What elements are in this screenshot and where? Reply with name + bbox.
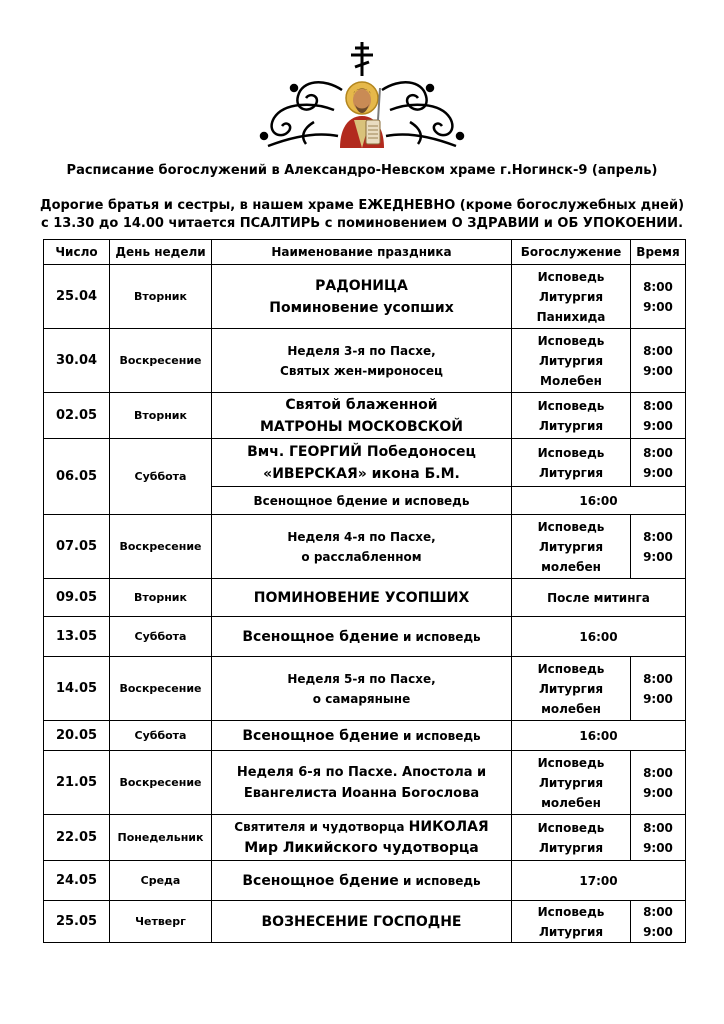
row-services: [512, 393, 631, 439]
feast-line: МАТРОНЫ МОСКОВСКОЙ: [259, 418, 464, 435]
service-item: Литургия: [538, 775, 604, 790]
feast-line: о расслабленном: [301, 549, 422, 564]
row-times: [631, 515, 686, 579]
time-item: 8:00: [643, 445, 673, 460]
row-weekday: Воскресение: [110, 751, 212, 815]
time-item: 9:00: [643, 465, 673, 480]
row-weekday: Воскресение: [110, 515, 212, 579]
row-feast: [212, 815, 512, 861]
row-date: 14.05: [44, 657, 110, 721]
row-feast: Всенощное бдение и исповедь: [212, 487, 512, 515]
time-item: 9:00: [643, 924, 673, 939]
time-item: 9:00: [643, 418, 673, 433]
row-feast: [212, 265, 512, 329]
row-feast: [212, 439, 512, 487]
orthodox-cross-icon: [351, 42, 373, 76]
table-row: [44, 721, 686, 751]
row-feast: [212, 329, 512, 393]
row-services: [512, 515, 631, 579]
time-item: 8:00: [643, 671, 673, 686]
row-weekday: Суббота: [110, 439, 212, 515]
row-services: [512, 751, 631, 815]
time-item: 9:00: [643, 299, 673, 314]
time-item: 9:00: [643, 691, 673, 706]
row-weekday: Вторник: [110, 265, 212, 329]
right-scroll-ornament-icon: [382, 82, 463, 146]
row-time-merged: 16:00: [512, 487, 686, 515]
time-item: 8:00: [643, 398, 673, 413]
time-item: 9:00: [643, 785, 673, 800]
row-weekday: Воскресение: [110, 329, 212, 393]
row-times: [631, 815, 686, 861]
row-times: [631, 751, 686, 815]
psalter-notice: [0, 197, 724, 233]
feast-line: Поминовение усопших: [269, 299, 454, 316]
feast-line: о самаряныне: [312, 691, 411, 706]
feast-line: РАДОНИЦА: [315, 277, 408, 294]
left-scroll-ornament-icon: [261, 82, 342, 146]
service-item: Исповедь: [537, 820, 605, 835]
row-date: 13.05: [44, 617, 110, 657]
row-time-merged: После митинга: [512, 579, 686, 617]
service-item: Молебен: [540, 373, 602, 388]
row-weekday: Вторник: [110, 393, 212, 439]
row-date: 21.05: [44, 751, 110, 815]
table-row: [44, 617, 686, 657]
row-date: 25.04: [44, 265, 110, 329]
table-row: [44, 751, 686, 815]
header-weekday: День недели: [110, 240, 212, 265]
service-item: Исповедь: [537, 333, 605, 348]
feast-line-part: НИКОЛАЯ: [408, 818, 489, 835]
notice-line-1: Дорогие братья и сестры, в нашем храме ЕЖЕДНЕВНО (кроме богослужебных дней): [39, 198, 685, 213]
time-item: 8:00: [643, 765, 673, 780]
feast-main: Всенощное бдение: [242, 872, 399, 889]
row-feast: [212, 617, 512, 657]
service-item: молебен: [541, 795, 601, 810]
header-date: Число: [44, 240, 110, 265]
row-weekday: Воскресение: [110, 657, 212, 721]
row-services: [512, 265, 631, 329]
row-date: 20.05: [44, 721, 110, 751]
service-item: Литургия: [538, 289, 604, 304]
row-weekday: Суббота: [110, 617, 212, 657]
service-item: Панихида: [536, 309, 606, 324]
row-date: 07.05: [44, 515, 110, 579]
row-times: [631, 657, 686, 721]
header-ornament: [254, 40, 470, 152]
feast-line: Неделя 3-я по Пасхе,: [287, 343, 436, 358]
time-item: 8:00: [643, 343, 673, 358]
time-item: 8:00: [643, 279, 673, 294]
service-item: Исповедь: [537, 398, 605, 413]
feast-main: Всенощное бдение: [242, 628, 399, 645]
row-times: [631, 265, 686, 329]
table-row: [44, 329, 686, 393]
row-services: [512, 439, 631, 487]
feast-line: «ИВЕРСКАЯ» икона Б.М.: [263, 465, 460, 482]
row-date: 22.05: [44, 815, 110, 861]
service-item: Литургия: [538, 840, 604, 855]
row-feast: [212, 721, 512, 751]
feast-line: Мир Ликийского чудотворца: [244, 839, 479, 856]
row-date: 30.04: [44, 329, 110, 393]
feast-rest: и исповедь: [398, 728, 481, 743]
service-item: Исповедь: [537, 519, 605, 534]
row-services: [512, 329, 631, 393]
row-date: 09.05: [44, 579, 110, 617]
table-row: [44, 515, 686, 579]
feast-line: Неделя 5-я по Пасхе,: [287, 671, 436, 686]
feast-line: Святых жен-мироносец: [280, 363, 443, 378]
service-item: Литургия: [538, 465, 604, 480]
table-row: [44, 579, 686, 617]
feast-rest: и исповедь: [398, 873, 481, 888]
row-feast: [212, 393, 512, 439]
header-service: Богослужение: [512, 240, 631, 265]
table-row: [44, 265, 686, 329]
feast-line: Неделя 6-я по Пасхе. Апостола и: [236, 764, 487, 780]
row-feast: [212, 861, 512, 901]
table-row: [44, 901, 686, 943]
time-item: 9:00: [643, 549, 673, 564]
service-item: Исповедь: [537, 269, 605, 284]
row-times: [631, 901, 686, 943]
service-item: Исповедь: [537, 755, 605, 770]
feast-line: [215, 817, 508, 838]
service-item: Литургия: [538, 924, 604, 939]
service-item: Литургия: [538, 681, 604, 696]
table-row: [44, 657, 686, 721]
feast-line: Святой блаженной: [285, 396, 438, 413]
row-feast: [212, 657, 512, 721]
feast-line: Неделя 4-я по Пасхе,: [287, 529, 436, 544]
row-times: [631, 393, 686, 439]
time-item: 9:00: [643, 363, 673, 378]
row-feast: ВОЗНЕСЕНИЕ ГОСПОДНЕ: [212, 901, 512, 943]
row-date: 06.05: [44, 439, 110, 515]
table-row: [44, 815, 686, 861]
service-item: Литургия: [538, 418, 604, 433]
row-feast: ПОМИНОВЕНИЕ УСОПШИХ: [212, 579, 512, 617]
row-services: [512, 901, 631, 943]
row-services: [512, 657, 631, 721]
feast-main: Всенощное бдение: [242, 727, 399, 744]
row-times: [631, 329, 686, 393]
time-item: 8:00: [643, 820, 673, 835]
feast-line-part: Святителя и чудотворца: [234, 819, 409, 834]
row-weekday: Суббота: [110, 721, 212, 751]
time-item: 8:00: [643, 904, 673, 919]
header-feast: Наименование праздника: [212, 240, 512, 265]
service-item: Исповедь: [537, 661, 605, 676]
service-item: молебен: [541, 559, 601, 574]
feast-line: Вмч. ГЕОРГИЙ Победоносец: [247, 443, 476, 460]
header-time: Время: [631, 240, 686, 265]
row-feast: [212, 515, 512, 579]
row-date: 25.05: [44, 901, 110, 943]
service-item: Исповедь: [537, 445, 605, 460]
row-date: 02.05: [44, 393, 110, 439]
row-times: [631, 439, 686, 487]
row-weekday: Четверг: [110, 901, 212, 943]
table-row: [44, 861, 686, 901]
row-services: [512, 815, 631, 861]
service-item: Литургия: [538, 539, 604, 554]
row-time-merged: 17:00: [512, 861, 686, 901]
page-title: Расписание богослужений в Александро-Невском храме г.Ногинск-9 (апрель): [66, 163, 658, 178]
service-item: Литургия: [538, 353, 604, 368]
saint-icon: [340, 82, 384, 148]
row-date: 24.05: [44, 861, 110, 901]
row-weekday: Среда: [110, 861, 212, 901]
table-header-row: [44, 240, 686, 265]
table-row: [44, 393, 686, 439]
notice-line-2: с 13.30 до 14.00 читается ПСАЛТИРЬ с поминовением О ЗДРАВИИ и ОБ УПОКОЕНИИ.: [40, 216, 684, 231]
time-item: 9:00: [643, 840, 673, 855]
row-weekday: Понедельник: [110, 815, 212, 861]
row-time-merged: 16:00: [512, 721, 686, 751]
row-time-merged: 16:00: [512, 617, 686, 657]
row-feast: [212, 751, 512, 815]
feast-line: Евангелиста Иоанна Богослова: [243, 785, 480, 801]
feast-rest: и исповедь: [398, 629, 481, 644]
table-row: [44, 439, 686, 487]
service-schedule-table: [43, 239, 686, 943]
time-item: 8:00: [643, 529, 673, 544]
row-weekday: Вторник: [110, 579, 212, 617]
service-item: молебен: [541, 701, 601, 716]
service-item: Исповедь: [537, 904, 605, 919]
